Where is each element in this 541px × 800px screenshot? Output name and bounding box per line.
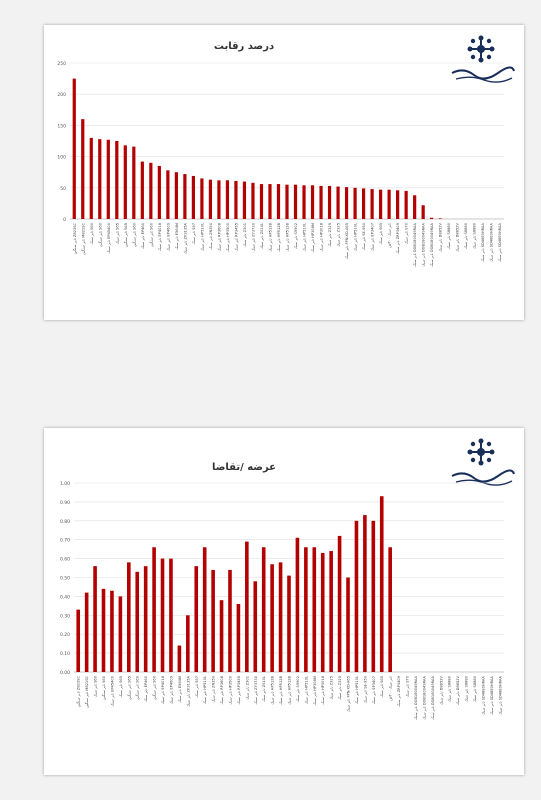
bar	[178, 646, 182, 672]
bar	[158, 166, 161, 219]
x-category-label: تایر سبک S8880	[472, 223, 477, 250]
bar	[260, 184, 263, 219]
bar	[102, 589, 106, 672]
x-category-label: تایر سبک Z301	[245, 676, 250, 701]
bar	[312, 547, 316, 672]
bar	[302, 185, 305, 219]
bar	[355, 521, 359, 672]
bar	[243, 182, 246, 219]
x-category-label: تایر سبک HP512B	[279, 676, 284, 705]
x-category-label: تایر سبک S65	[118, 676, 123, 698]
x-category-label: تایر سنگین S60	[102, 676, 107, 701]
bar	[228, 570, 232, 672]
x-category-label: تایر سبک RP3455	[234, 223, 239, 252]
chart-title: عرضه /تقاضا	[211, 462, 277, 473]
bar	[372, 521, 376, 672]
x-category-label: تایر سبک DOB180049RAA	[413, 676, 418, 720]
x-category-label: تایر سنگین S60	[149, 223, 154, 248]
bar	[81, 119, 84, 219]
bar	[296, 538, 300, 672]
x-category-label: تایر سبک EP4609	[166, 223, 171, 252]
x-category-label: تایر سبک ۳۰۰ش	[388, 676, 393, 701]
x-category-label: تایر سبک HP510L	[203, 676, 208, 705]
bar	[405, 191, 408, 219]
bar	[379, 190, 382, 219]
x-category-label: تایر سبک S97	[194, 676, 199, 698]
slide-supply-demand	[44, 428, 524, 775]
x-category-label: تایر سبک EP4018	[161, 676, 166, 705]
x-category-label: تایر سبک SE-950	[363, 676, 368, 704]
x-category-label: تایر سبک HP308M	[311, 223, 316, 253]
slide-competition	[44, 25, 524, 320]
x-category-label: تایر سنگین Z823SC	[76, 676, 81, 708]
x-category-label: تایر سبک HP510L	[353, 223, 358, 252]
bar	[270, 564, 274, 672]
y-tick-label: 250	[57, 62, 66, 67]
x-category-label: تایر سبک ZY3730	[253, 676, 258, 705]
bar	[194, 566, 198, 672]
y-tick-label: 0	[63, 218, 66, 223]
bar	[253, 581, 257, 672]
bar	[132, 147, 135, 219]
y-tick-label: 50	[60, 186, 66, 192]
bar	[169, 559, 173, 672]
x-category-label: تایر سنگین M821SC	[85, 676, 90, 709]
bar	[211, 570, 215, 672]
y-tick-label: 0.70	[59, 538, 70, 544]
x-category-label: تایر سبک ZY3730	[251, 223, 256, 252]
bar	[135, 572, 139, 672]
x-category-label: تایر سبک D8852V	[455, 223, 460, 253]
chart-title: درصد رقابت	[213, 41, 275, 52]
y-tick-label: 0.40	[59, 595, 70, 601]
x-category-label: تایر سبک HP512B	[285, 223, 290, 252]
bar	[183, 174, 186, 219]
y-tick-label: 1.00	[59, 482, 70, 487]
x-category-label: تایر سبک S65	[380, 676, 385, 698]
bar	[127, 562, 131, 672]
x-category-label: تایر سبک E564M	[174, 223, 179, 250]
x-category-label: تایر سبک D8852V	[438, 223, 443, 253]
x-category-label: تایر سنگین S60	[132, 223, 137, 248]
bar	[220, 600, 224, 672]
bar	[346, 578, 350, 673]
bar	[93, 566, 97, 672]
bar	[73, 79, 76, 219]
bar	[388, 547, 392, 672]
x-category-label: تایر سبک S8880	[447, 223, 452, 250]
x-category-label: تایر سبک E564M	[177, 676, 182, 703]
x-category-label: تایر سبک EP4018	[157, 223, 162, 252]
y-tick-label: 0.60	[59, 557, 70, 563]
x-category-label: تایر سبک DOB180049RAA	[413, 223, 418, 267]
x-category-label: تایر سبک HP3018	[321, 676, 326, 705]
bar	[362, 188, 365, 219]
x-category-label: تایر سبک S70	[405, 676, 410, 698]
x-category-label: تایر سبک D8852V	[456, 676, 461, 706]
bar	[262, 547, 266, 672]
bar	[268, 184, 271, 219]
x-category-label: تایر سبک EP460	[144, 676, 149, 702]
x-category-label: تایر سبک DOB180049RAA	[421, 223, 426, 267]
x-category-label: تایر سبک HP510L	[302, 223, 307, 252]
bar	[119, 596, 123, 672]
bar	[124, 145, 127, 219]
x-category-label: تایر سبک HP510L	[354, 676, 359, 705]
x-category-label: تایر سبک DOB180049RAA	[430, 223, 435, 267]
x-category-label: تایر سبک ZS10L	[262, 676, 267, 703]
x-category-label: تایر سبک ZS10L	[259, 223, 264, 250]
x-category-label: تایر سبک SD48E0HRAA	[498, 223, 503, 262]
supply-demand-bar-chart	[44, 428, 524, 775]
x-category-label: تایر سبک ZN350	[208, 223, 213, 250]
x-category-label: تایر سبک S70	[404, 223, 409, 245]
x-category-label: تایر سبک Z325	[336, 223, 341, 248]
x-category-label: تایر سنگین Z823SC	[72, 223, 77, 255]
x-category-label: تایر سبک HP3500	[228, 676, 233, 705]
bar	[430, 218, 433, 219]
x-category-label: تایر سبک DOB180049RAA	[422, 676, 427, 720]
x-category-label: تایر سبک RP3455	[236, 676, 241, 705]
x-category-label: تایر سنگین S65	[123, 223, 128, 248]
x-category-label: تایر سنگین S60	[135, 676, 140, 701]
x-category-label: تایر سبک DOB180049RAA	[430, 676, 435, 720]
x-category-label: تایر سبک D8852V	[439, 676, 444, 706]
bar	[413, 195, 416, 219]
bar	[422, 205, 425, 219]
bar	[363, 515, 367, 672]
bar	[152, 547, 156, 672]
x-category-label: تایر سبک ZRP3409	[397, 676, 402, 707]
y-tick-label: 100	[57, 155, 66, 161]
y-tick-label: 0.80	[59, 519, 70, 525]
x-category-label: تایر سنگین S60	[152, 676, 157, 701]
x-category-label: تایر سبک FPN-XD-A65	[345, 223, 350, 260]
x-category-label: تایر سبک EP45400	[110, 676, 115, 707]
bar	[98, 139, 101, 219]
bar	[107, 140, 110, 219]
x-category-label: تایر سبک S9902	[295, 676, 300, 703]
x-category-label: تایر سبک SD48E0HRAA	[498, 676, 503, 715]
bar	[251, 183, 254, 219]
bar	[161, 559, 165, 672]
bar	[277, 184, 280, 219]
bar	[192, 176, 195, 219]
bar	[186, 615, 190, 672]
competition-bar-chart	[44, 25, 524, 320]
x-category-label: تایر سبک HP512B	[270, 676, 275, 705]
x-category-label: تایر سبک S8880	[447, 676, 452, 703]
bar	[285, 185, 288, 219]
bar	[396, 190, 399, 219]
bar	[85, 593, 89, 672]
x-category-label: تایر سبک EP45400	[106, 223, 111, 254]
x-category-label: تایر سبک ZN350	[211, 676, 216, 703]
y-tick-label: 0.50	[59, 576, 70, 582]
x-category-label: تایر سبک HP512B	[287, 676, 292, 705]
x-category-label: تایر سبک S60	[89, 223, 94, 245]
bar	[294, 185, 297, 219]
bar	[217, 180, 220, 219]
x-category-label: تایر سبک HP3500	[225, 223, 230, 252]
bar	[321, 553, 325, 672]
bar	[209, 180, 212, 219]
bar	[166, 170, 169, 219]
x-category-label: تایر سبک Z325	[328, 223, 333, 248]
x-category-label: تایر سبک S97	[191, 223, 196, 245]
bar	[329, 551, 333, 672]
bar	[319, 186, 322, 219]
x-category-label: تایر سبک S8880	[464, 223, 469, 250]
bar	[115, 141, 118, 219]
x-category-label: تایر سبک Z301	[242, 223, 247, 248]
x-category-label: تایر سبک EP3407	[370, 223, 375, 252]
x-category-label: تایر سبک SD48E0HRAA	[489, 676, 494, 715]
bar	[336, 187, 339, 219]
x-category-label: تایر سبک S65	[115, 223, 120, 245]
x-category-label: تایر سبک SD48E0HRAA	[481, 676, 486, 715]
bar	[226, 180, 229, 219]
y-tick-label: 0.10	[59, 652, 70, 658]
x-category-label: تایر سبک ZK3135A	[183, 223, 188, 255]
x-category-label: تایر سبک HP512B	[268, 223, 273, 252]
x-category-label: تایر سبک FPN-XD-A65	[346, 676, 351, 713]
bar	[353, 188, 356, 219]
bar	[76, 610, 80, 672]
bar	[141, 162, 144, 219]
x-category-label: تایر سبک HP308M	[312, 676, 317, 706]
bar	[90, 138, 93, 219]
x-category-label: تایر سبک EP460	[140, 223, 145, 249]
x-category-label: تایر سنگین M821SC	[81, 223, 86, 256]
x-category-label: تایر سبک HP512B	[276, 222, 281, 252]
x-category-label: تایر سبک SE-950	[362, 223, 367, 251]
bar	[439, 218, 442, 219]
x-category-label: تایر سبک S9902	[294, 223, 299, 250]
bar	[237, 604, 241, 672]
x-category-label: تایر سبک S8880	[464, 676, 469, 703]
bar	[149, 163, 152, 219]
x-category-label: تایر سبک HP510L	[200, 223, 205, 252]
y-tick-label: 0.20	[59, 633, 70, 639]
bar	[203, 547, 207, 672]
x-category-label: تایر سبک Z325	[329, 676, 334, 701]
x-category-label: تایر سبک S65	[379, 223, 384, 245]
x-category-label: تایر سبک EP4609	[169, 676, 174, 705]
bar	[287, 576, 291, 672]
x-category-label: تایر سبک HP510L	[304, 676, 309, 705]
x-category-label: تایر سبک S60	[93, 676, 98, 698]
x-category-label: تایر سبک RP3608	[220, 676, 225, 705]
bar	[234, 181, 237, 219]
x-category-label: تایر سبک ۳۰۰ش	[387, 223, 392, 248]
bar	[338, 536, 342, 672]
x-category-label: تایر سبک Z325	[338, 676, 343, 701]
y-tick-label: 0.00	[59, 671, 70, 676]
x-category-label: تایر سبک ZK3135A	[186, 676, 191, 708]
y-tick-label: 0.30	[59, 614, 70, 620]
x-category-label: تایر سبک S8880	[472, 676, 477, 703]
bar	[279, 562, 283, 672]
bar	[304, 547, 308, 672]
bar	[175, 172, 178, 219]
y-tick-label: 150	[57, 124, 66, 130]
bar	[200, 178, 203, 219]
bar	[370, 189, 373, 219]
bar	[144, 566, 148, 672]
bar	[110, 591, 114, 672]
bar	[245, 542, 249, 672]
y-tick-label: 0.90	[59, 500, 70, 506]
x-category-label: تایر سبک ZRP3409	[396, 223, 401, 254]
bar	[380, 496, 384, 672]
x-category-label: تایر سبک EP3407	[371, 676, 376, 705]
x-category-label: تایر سبک RP3608	[217, 223, 222, 252]
x-category-label: تایر سنگین S60	[98, 223, 103, 248]
bar	[345, 187, 348, 219]
x-category-label: تایر سبک HP3018	[319, 223, 324, 252]
x-category-label: تایر سنگین S65	[127, 676, 132, 701]
y-tick-label: 200	[57, 93, 66, 99]
bar	[328, 186, 331, 219]
x-category-label: تایر سبک SD48E0HRAA	[489, 223, 494, 262]
bar	[388, 190, 391, 219]
bar	[311, 185, 314, 219]
x-category-label: تایر سبک SD48E0HRAA	[481, 223, 486, 262]
